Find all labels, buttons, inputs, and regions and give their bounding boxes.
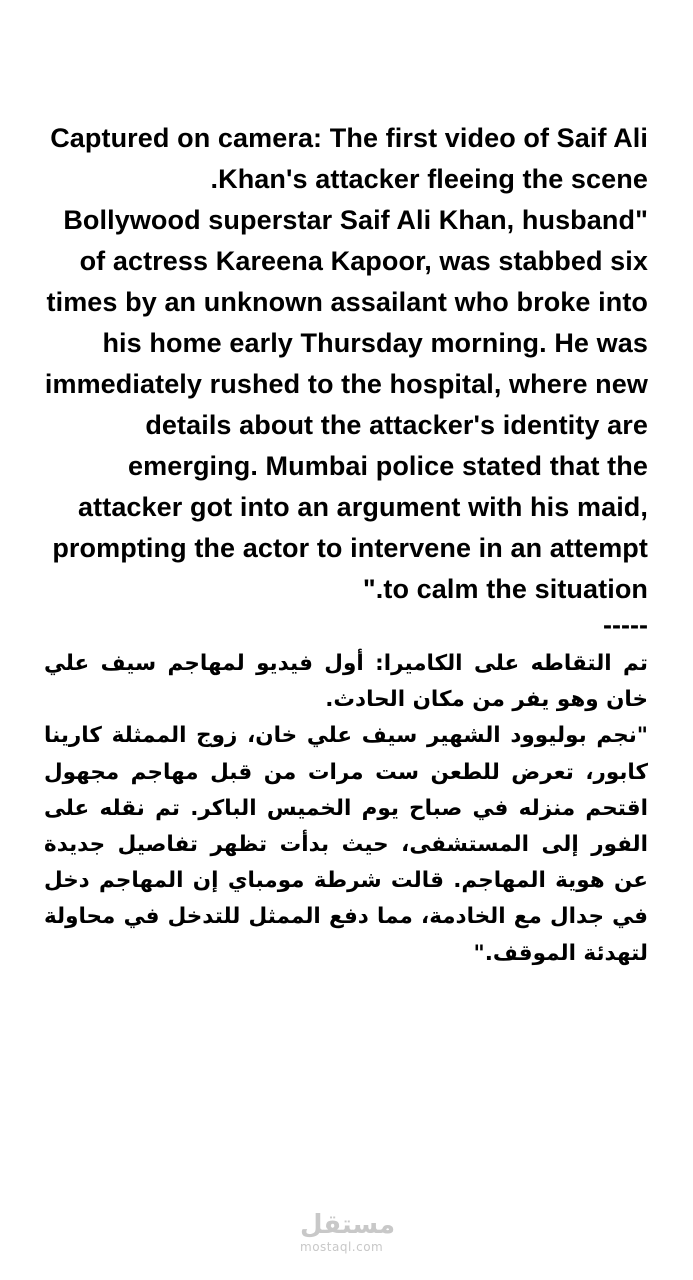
english-body: "Bollywood superstar Saif Ali Khan, husband of actress Kareena Kapoor, was stabbed six times by an unknown assailant who broke into his home early Thursday morning. He was immediately rushed to the hospital, where new details about the attacker's identity are emerging. Mumbai police stated that the attacker got into an argument with his maid, prompting the actor to intervene in an attempt to calm the situation." xyxy=(44,205,648,604)
english-title: Captured on camera: The first video of Saif Ali Khan's attacker fleeing the scene. xyxy=(50,123,648,194)
watermark-logo: مستقل xyxy=(300,1210,396,1240)
arabic-body: "نجم بوليوود الشهير سيف علي خان، زوج الممثلة كارينا كابور، تعرض للطعن ست مرات من قبل مهاجم مجهول اقتحم منزله في صباح يوم الخميس الباكر. تم نقله على الفور إلى المستشفى، حيث بدأت تظهر تفاصيل جديدة عن هوية المهاجم. قالت شرطة مومباي إن المهاجم دخل في جدال مع الخادمة، مما دفع الممثل للتدخل في محاولة لتهدئة الموقف." xyxy=(44,723,648,966)
arabic-section xyxy=(44,646,648,972)
watermark-domain: mostaql.com xyxy=(300,1240,384,1254)
language-separator: ----- xyxy=(603,610,648,640)
arabic-title: تم التقاطه على الكاميرا: أول فيديو لمهاجم سيف علي خان وهو يفر من مكان الحادث. xyxy=(44,651,648,713)
english-section xyxy=(44,118,648,610)
post-content xyxy=(44,118,648,972)
mostaql-watermark xyxy=(300,1210,396,1254)
